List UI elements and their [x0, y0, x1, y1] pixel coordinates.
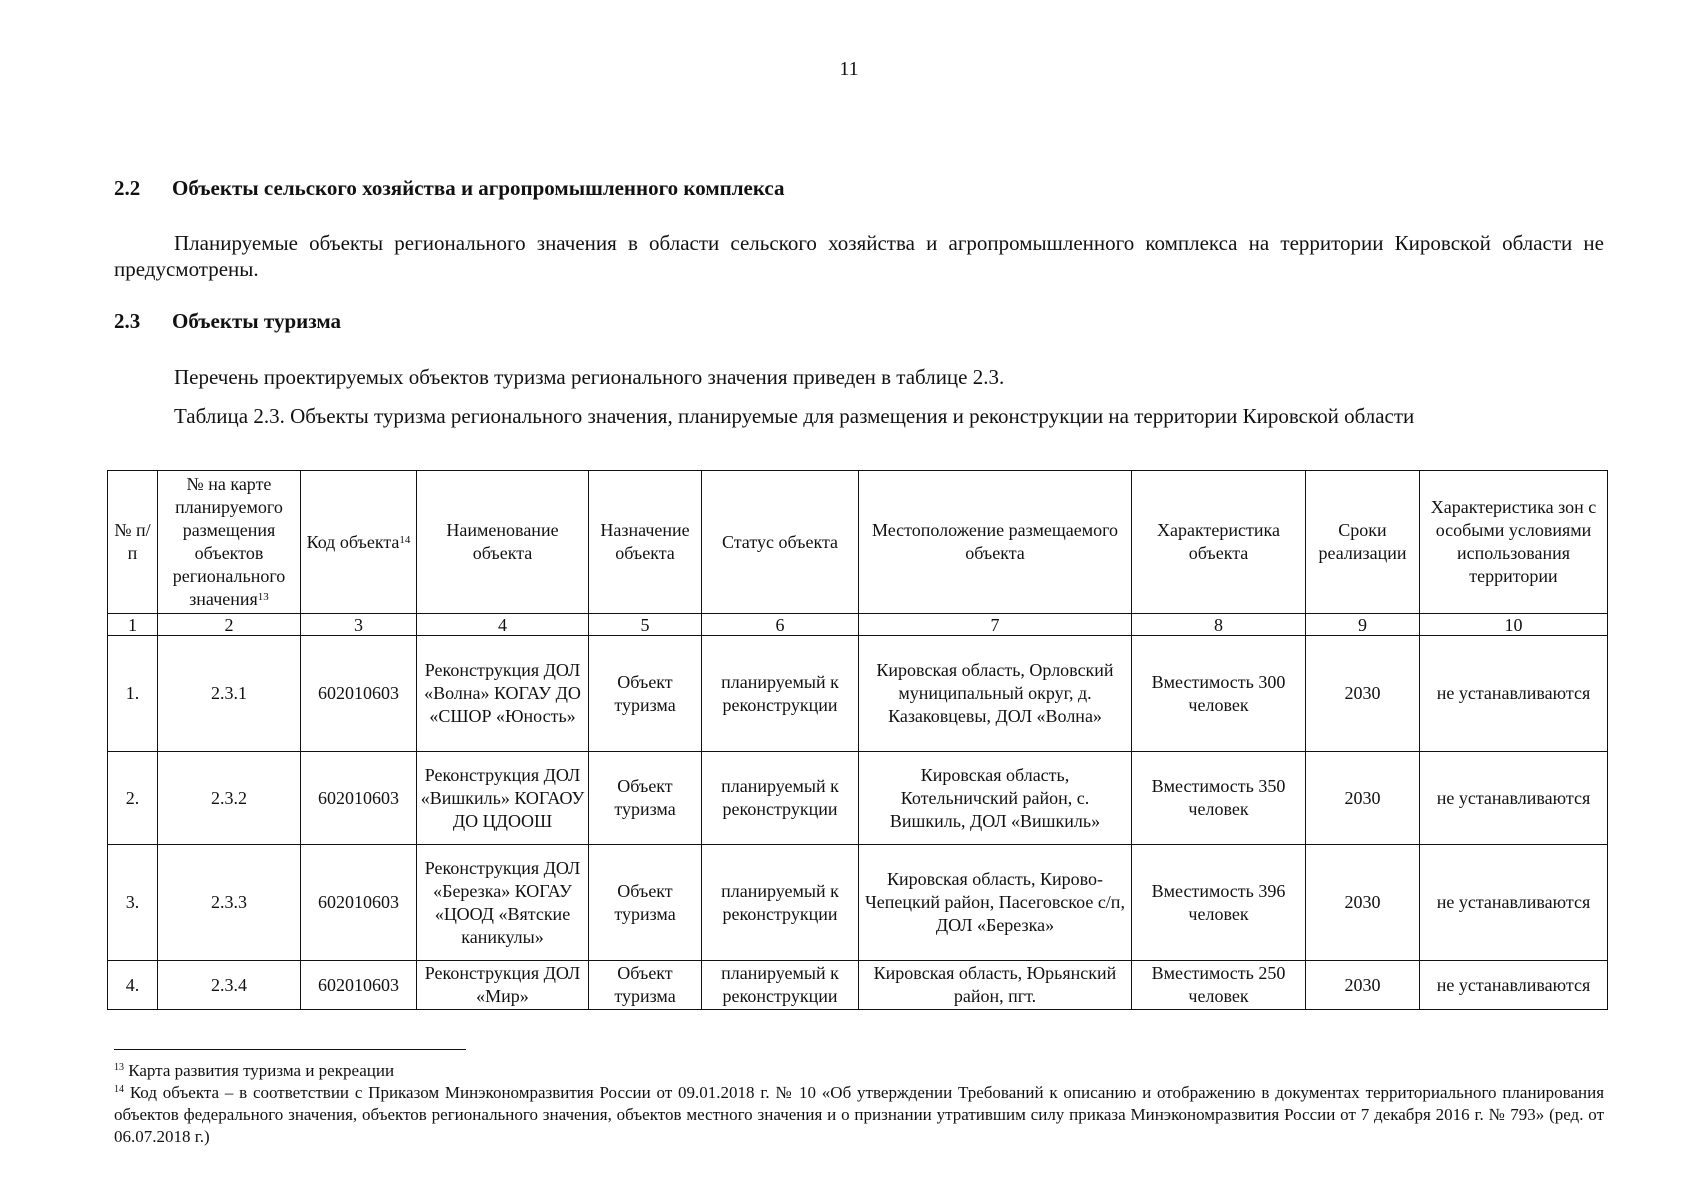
cell-purpose: Объект туризма	[589, 961, 702, 1010]
cell-map-no: 2.3.4	[158, 961, 301, 1010]
cell-status: планируемый к реконструкции	[702, 636, 859, 752]
header-code-text: Код объекта	[306, 531, 400, 552]
column-number: 10	[1420, 614, 1608, 636]
column-number: 7	[859, 614, 1132, 636]
header-term: Сроки реализации	[1306, 471, 1420, 614]
header-code	[301, 471, 417, 614]
header-map-no-text: № на карте планируемого размещения объектов регионального значения	[172, 474, 286, 609]
column-number: 2	[158, 614, 301, 636]
column-number: 8	[1132, 614, 1306, 636]
footnote-mark: 13	[114, 1062, 124, 1073]
cell-location: Кировская область, Котельничский район, с. Вишкиль, ДОЛ «Вишкиль»	[859, 752, 1132, 845]
section-2-3-paragraph: Перечень проектируемых объектов туризма регионального значения приведен в таблице 2.3.	[174, 365, 1005, 389]
cell-num: 1.	[108, 636, 158, 752]
cell-code: 602010603	[301, 636, 417, 752]
cell-code: 602010603	[301, 752, 417, 845]
column-number-row	[108, 614, 1608, 636]
cell-characteristic: Вместимость 350 человек	[1132, 752, 1306, 845]
cell-status: планируемый к реконструкции	[702, 752, 859, 845]
header-map-no	[158, 471, 301, 614]
header-purpose: Назначение объекта	[589, 471, 702, 614]
cell-term: 2030	[1306, 845, 1420, 961]
cell-location: Кировская область, Юрьянский район, пгт.	[859, 961, 1132, 1010]
footnote-14	[114, 1082, 1604, 1148]
cell-status: планируемый к реконструкции	[702, 961, 859, 1010]
column-number: 9	[1306, 614, 1420, 636]
cell-zones: не устанавливаются	[1420, 752, 1608, 845]
section-2-3-title: Объекты туризма	[172, 309, 342, 333]
header-status: Статус объекта	[702, 471, 859, 614]
table-caption: Таблица 2.3. Объекты туризма регионального значения, планируемые для размещения и реконструкции на территории Кировской области	[174, 404, 1415, 428]
footnote-ref-13: 13	[257, 591, 269, 603]
table-row	[108, 961, 1608, 1010]
cell-purpose: Объект туризма	[589, 845, 702, 961]
footnotes	[114, 1060, 1604, 1148]
header-characteristic: Характеристика объекта	[1132, 471, 1306, 614]
section-2-2-paragraph: Планируемые объекты регионального значения в области сельского хозяйства и агропромышленного комплекса на территории Кировской области не предусмотрены.	[114, 231, 1604, 281]
cell-term: 2030	[1306, 636, 1420, 752]
column-number: 6	[702, 614, 859, 636]
cell-location: Кировская область, Орловский муниципальный округ, д. Казаковцевы, ДОЛ «Волна»	[859, 636, 1132, 752]
cell-characteristic: Вместимость 396 человек	[1132, 845, 1306, 961]
cell-num: 2.	[108, 752, 158, 845]
cell-term: 2030	[1306, 752, 1420, 845]
cell-zones: не устанавливаются	[1420, 636, 1608, 752]
footnote-text: Карта развития туризма и рекреации	[128, 1061, 395, 1080]
header-location: Местоположение размещаемого объекта	[859, 471, 1132, 614]
table-row	[108, 752, 1608, 845]
section-2-3-heading	[114, 309, 341, 334]
cell-map-no: 2.3.1	[158, 636, 301, 752]
cell-purpose: Объект туризма	[589, 636, 702, 752]
cell-name: Реконструкция ДОЛ «Вишкиль» КОГАОУ ДО ЦДООШ	[417, 752, 589, 845]
table-row	[108, 845, 1608, 961]
cell-characteristic: Вместимость 250 человек	[1132, 961, 1306, 1010]
section-2-2-heading	[114, 176, 784, 201]
cell-name: Реконструкция ДОЛ «Мир»	[417, 961, 589, 1010]
table-row	[108, 636, 1608, 752]
section-2-2-title: Объекты сельского хозяйства и агропромышленного комплекса	[172, 176, 785, 200]
cell-status: планируемый к реконструкции	[702, 845, 859, 961]
cell-code: 602010603	[301, 961, 417, 1010]
header-zones: Характеристика зон с особыми условиями использования территории	[1420, 471, 1608, 614]
cell-characteristic: Вместимость 300 человек	[1132, 636, 1306, 752]
footnote-mark: 14	[114, 1084, 124, 1095]
cell-purpose: Объект туризма	[589, 752, 702, 845]
cell-term: 2030	[1306, 961, 1420, 1010]
footnote-13	[114, 1060, 1604, 1082]
section-2-2-number: 2.2	[114, 176, 141, 200]
cell-name: Реконструкция ДОЛ «Волна» КОГАУ ДО «СШОР «Юность»	[417, 636, 589, 752]
footnote-text: Код объекта – в соответствии с Приказом Минэкономразвития России от 09.01.2018 г. № 10 «Об утверждении Требований к описанию и отображению в документах территориального планирования объектов федерального значения, объектов регионального значения, объектов местного значения и о признании утратившим силу приказа Минэкономразвития России от 7 декабря 2016 г. № 793» (ред. от 06.07.2018 г.)	[114, 1083, 1605, 1146]
section-2-3-number: 2.3	[114, 309, 141, 333]
footnote-ref-14: 14	[399, 533, 411, 546]
cell-num: 4.	[108, 961, 158, 1010]
tourism-objects-table	[107, 470, 1608, 1010]
footnote-separator	[114, 1049, 466, 1050]
column-number: 3	[301, 614, 417, 636]
cell-num: 3.	[108, 845, 158, 961]
cell-zones: не устанавливаются	[1420, 961, 1608, 1010]
column-number: 1	[108, 614, 158, 636]
column-number: 4	[417, 614, 589, 636]
header-num: № п/п	[108, 471, 158, 614]
cell-zones: не устанавливаются	[1420, 845, 1608, 961]
column-number: 5	[589, 614, 702, 636]
cell-name: Реконструкция ДОЛ «Березка» КОГАУ «ЦООД «Вятские каникулы»	[417, 845, 589, 961]
cell-map-no: 2.3.2	[158, 752, 301, 845]
header-name: Наименование объекта	[417, 471, 589, 614]
page-number: 11	[839, 58, 859, 80]
table-header-row	[108, 471, 1608, 614]
cell-map-no: 2.3.3	[158, 845, 301, 961]
cell-location: Кировская область, Кирово-Чепецкий район, Пасеговское с/п, ДОЛ «Березка»	[859, 845, 1132, 961]
cell-code: 602010603	[301, 845, 417, 961]
